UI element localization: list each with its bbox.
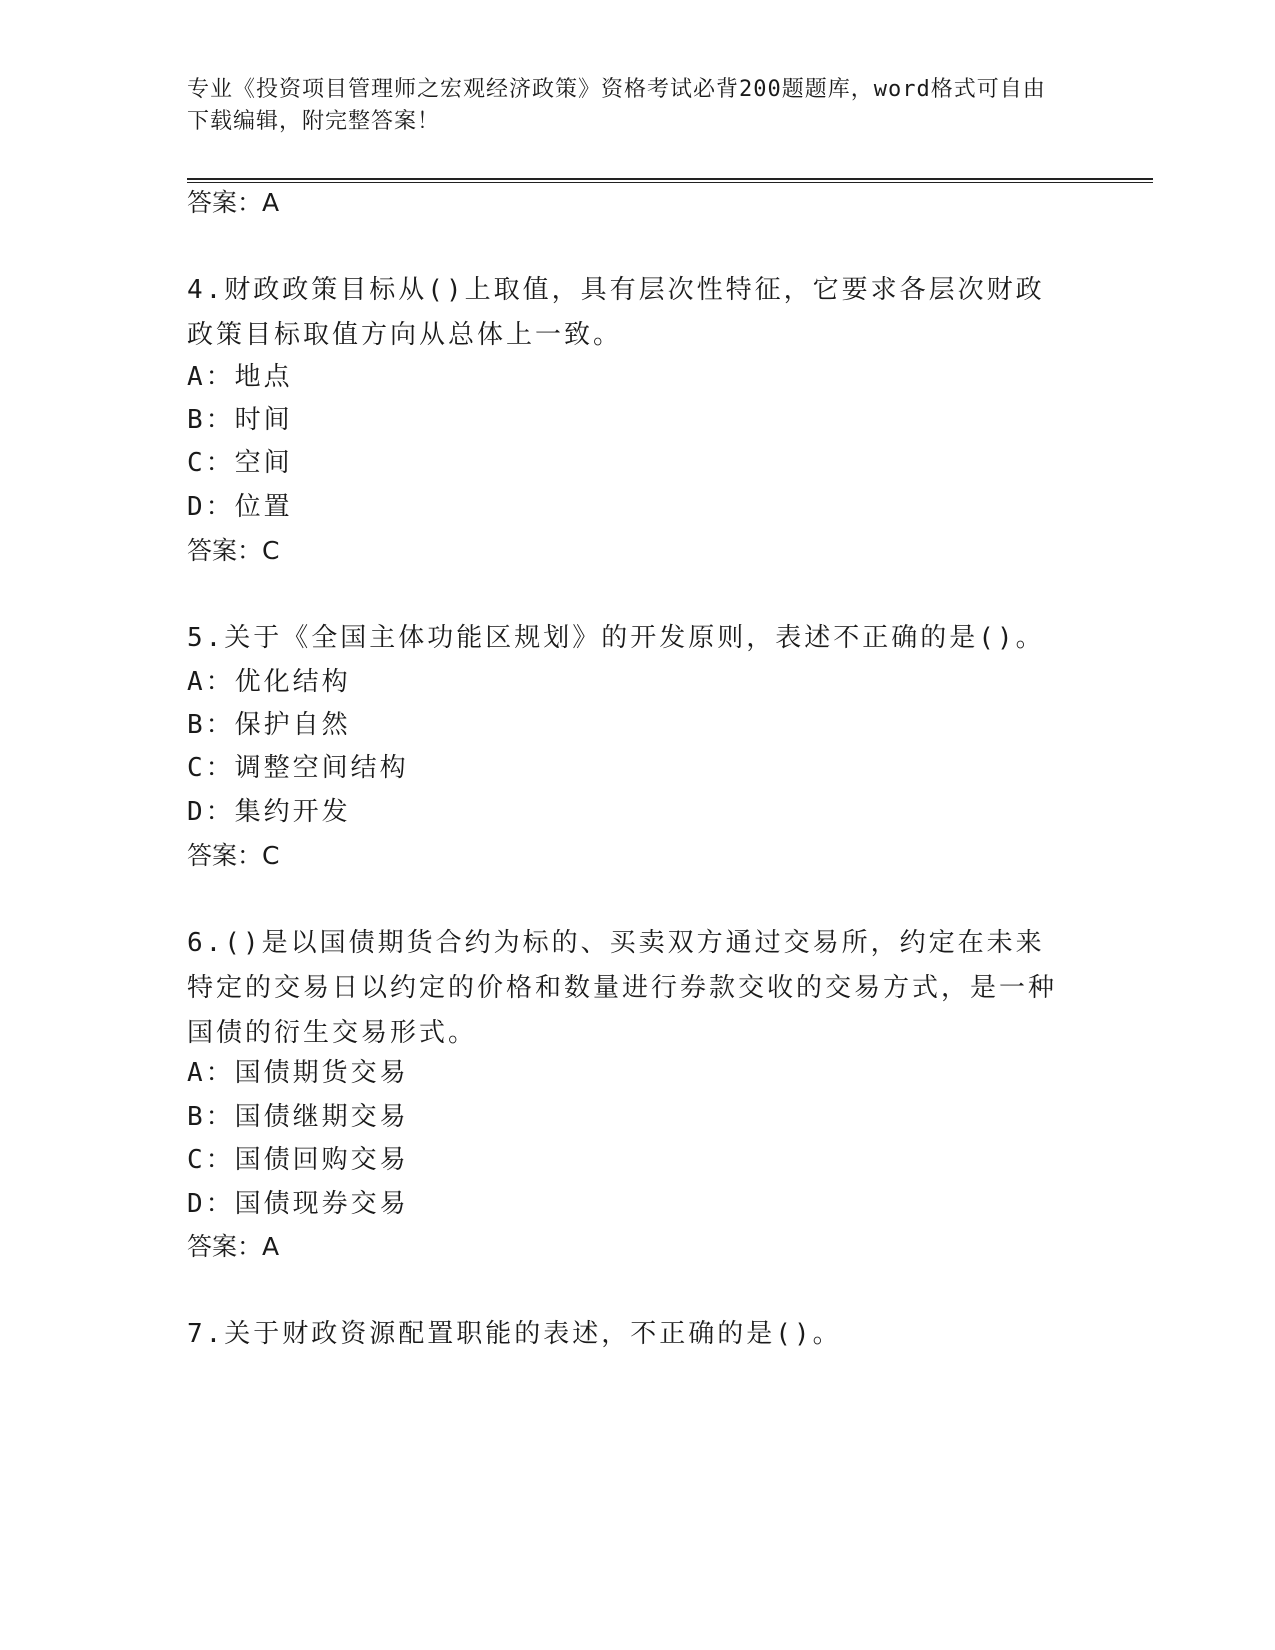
header-divider-thin — [187, 182, 1153, 183]
question-5-text: 5.关于《全国主体功能区规划》的开发原则，表述不正确的是()。 — [187, 623, 1045, 653]
question-5-answer: 答案：C — [187, 841, 280, 870]
question-4-option-a: A：地点 — [187, 362, 293, 392]
question-5-option-d: D：集约开发 — [187, 797, 351, 827]
header-divider — [187, 178, 1153, 180]
question-7-text: 7.关于财政资源配置职能的表述，不正确的是()。 — [187, 1319, 842, 1349]
question-5-option-a: A：优化结构 — [187, 667, 351, 697]
question-6-text: 6.()是以国债期货合约为标的、买卖双方通过交易所，约定在未来特定的交易日以约定的价格和数量进行券款交收的交易方式，是一种国债的衍生交易形式。 — [187, 928, 1058, 1048]
question-5-option-b: B：保护自然 — [187, 710, 351, 740]
question-4-option-c: C：空间 — [187, 448, 293, 478]
question-4-answer: 答案：C — [187, 536, 280, 565]
question-6-option-b: B：国债继期交易 — [187, 1102, 409, 1132]
question-6-option-a: A：国债期货交易 — [187, 1058, 409, 1088]
question-4-option-d: D：位置 — [187, 492, 293, 522]
question-6-option-d: D：国债现券交易 — [187, 1189, 409, 1219]
question-4-option-b: B：时间 — [187, 405, 293, 435]
question-6-answer: 答案：A — [187, 1232, 280, 1261]
document-header: 专业《投资项目管理师之宏观经济政策》资格考试必背200题题库，word格式可自由下载编辑，附完整答案！ — [187, 77, 1046, 134]
question-4-text: 4.财政政策目标从()上取值，具有层次性特征，它要求各层次财政政策目标取值方向从总体上一致。 — [187, 275, 1045, 350]
answer-label: 答案：A — [187, 188, 280, 217]
question-5-option-c: C：调整空间结构 — [187, 753, 409, 783]
question-6-option-c: C：国债回购交易 — [187, 1145, 409, 1175]
